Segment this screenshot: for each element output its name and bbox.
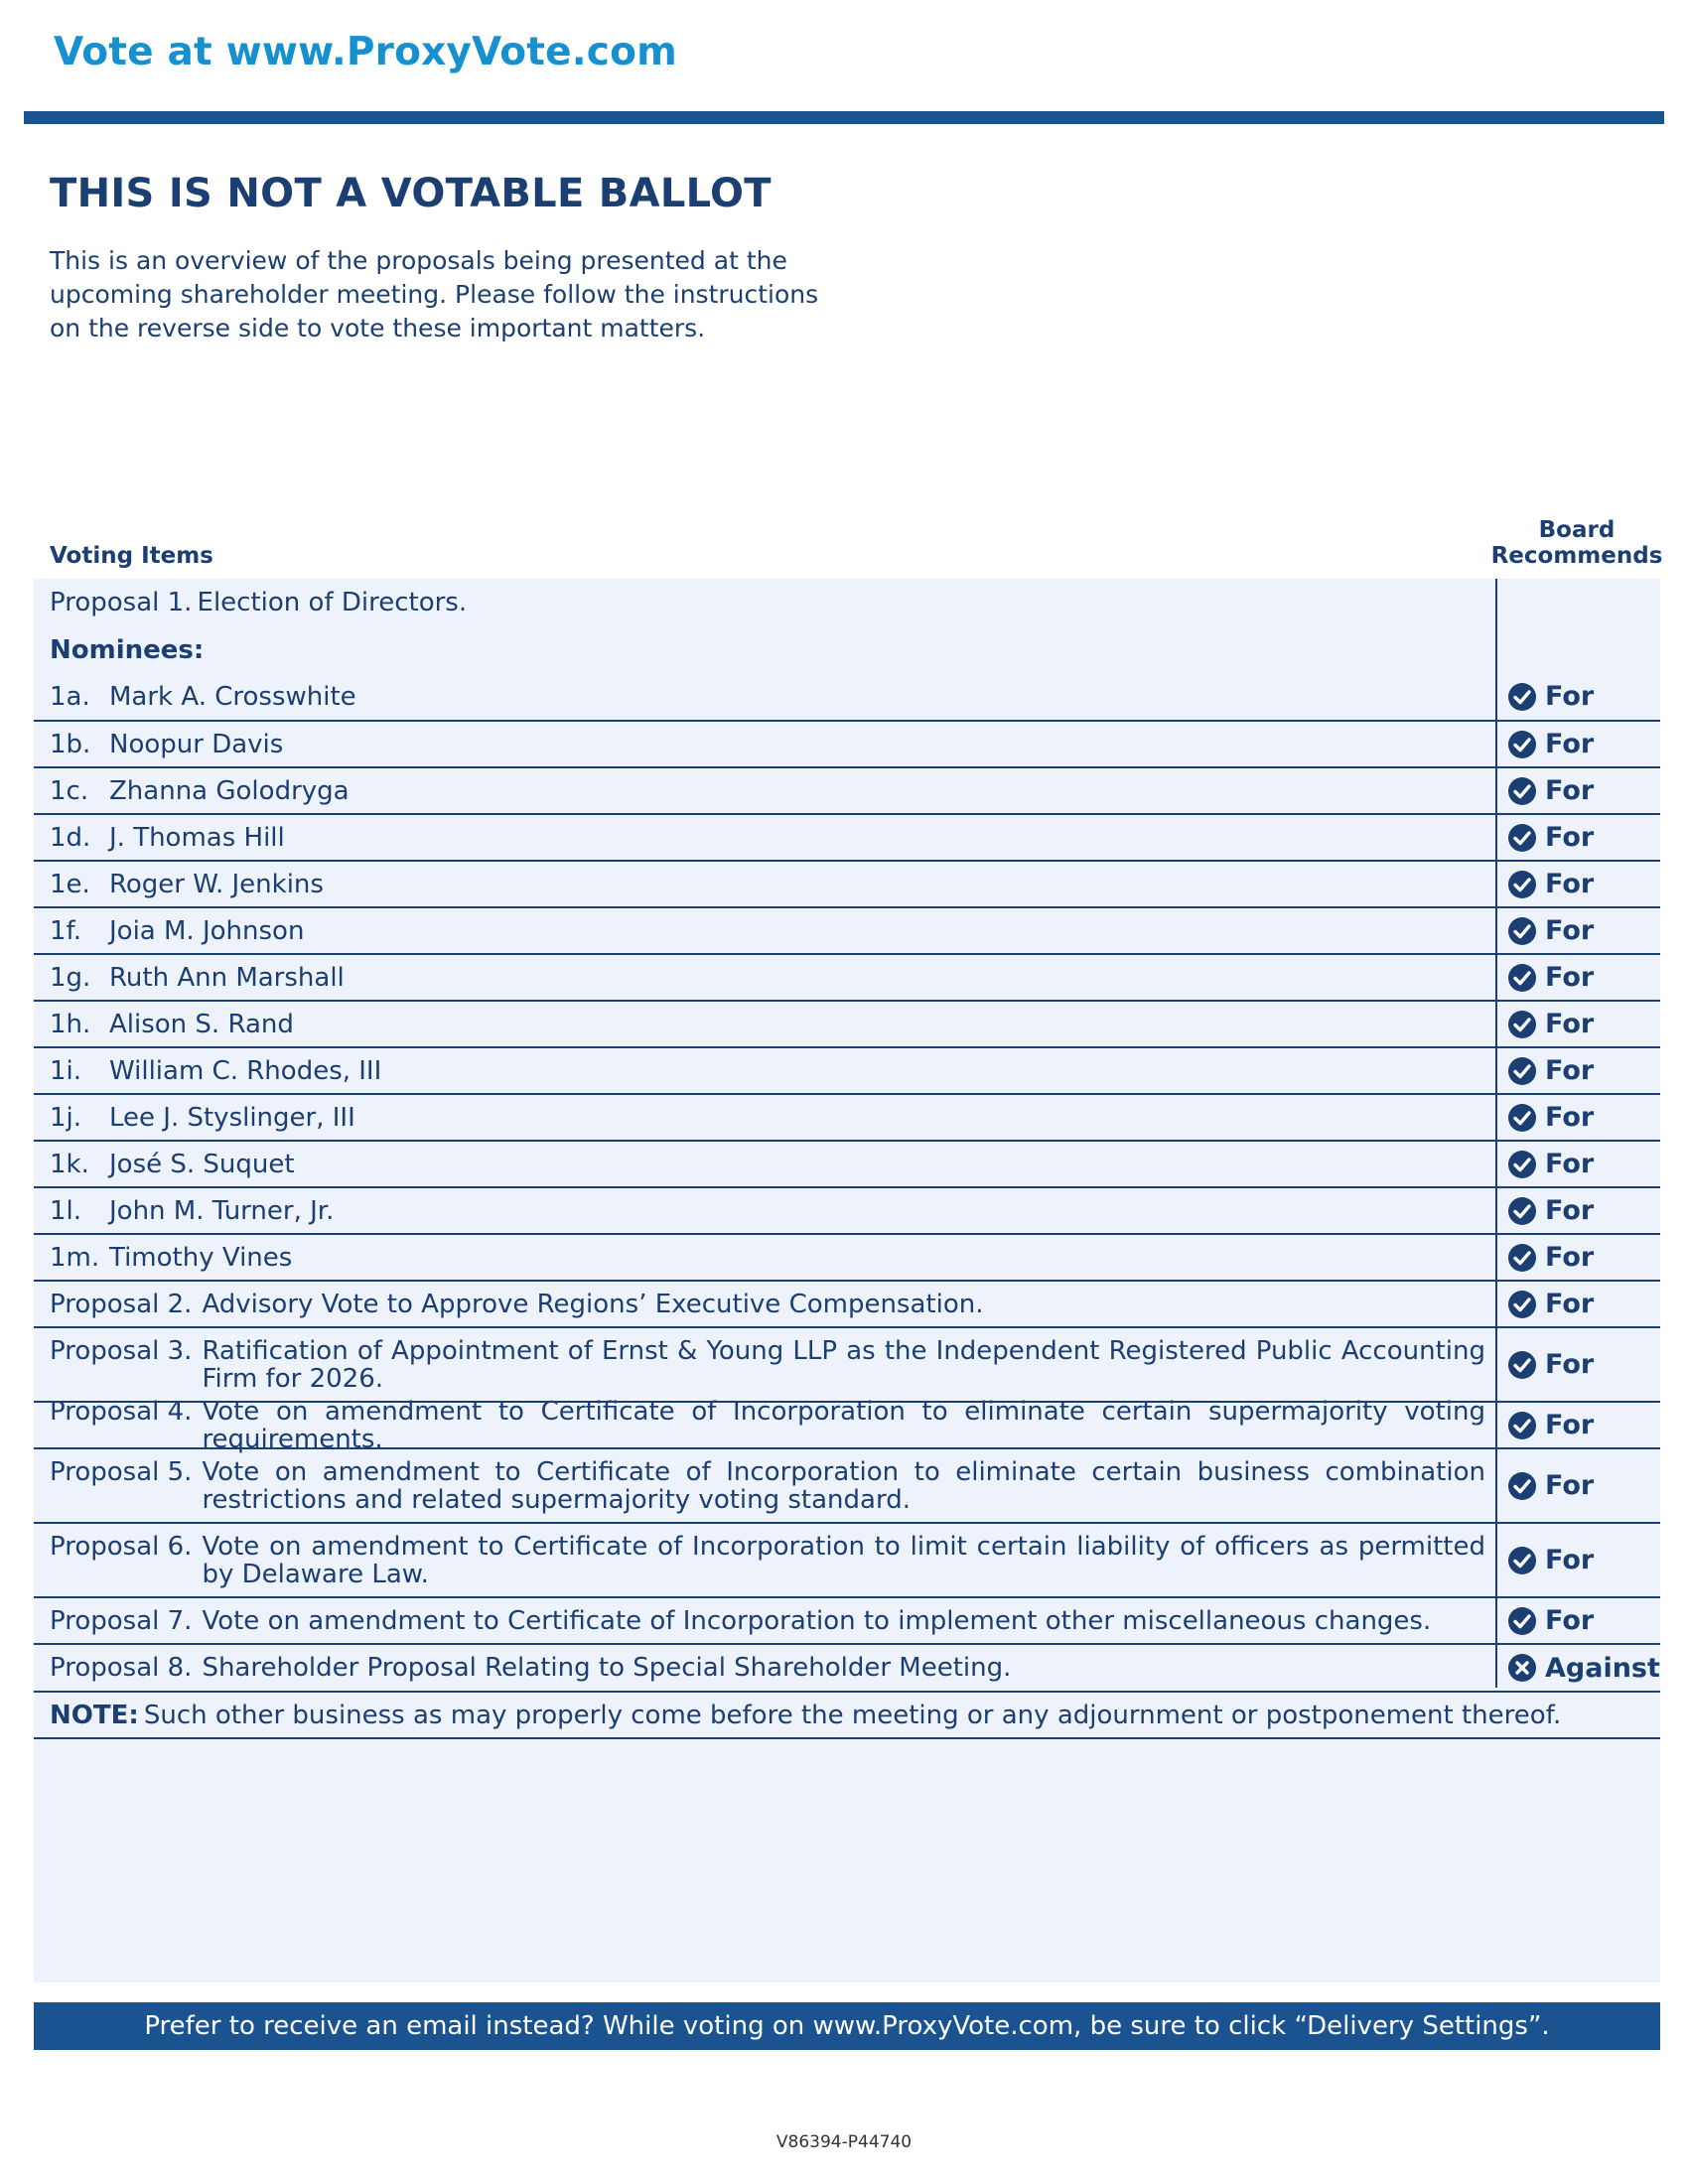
proposal-3-label: Proposal 3. [50, 1335, 193, 1366]
nominee-recommendation-label: For [1545, 915, 1595, 946]
delivery-settings-text: Prefer to receive an email instead? While voting on www.ProxyVote.com, be sure to click “Delivery Settings”. [144, 2011, 1550, 2041]
document-code: V86394-P44740 [775, 2132, 913, 2152]
nominee-recommendation [1497, 1142, 1660, 1186]
check-circle-icon [1507, 682, 1537, 712]
nominee-recommendation-label: For [1545, 681, 1595, 712]
nominee-number: 1e. [50, 869, 90, 899]
proposal-3-recommendation [1497, 1328, 1660, 1401]
proposal-4-recommendation [1497, 1403, 1660, 1447]
proposal-5-label: Proposal 5. [50, 1456, 193, 1487]
nominee-recommendation-label: For [1545, 775, 1595, 806]
nominee-recommendation-label: For [1545, 1009, 1595, 1039]
nominee-recommendation-label: For [1545, 1195, 1595, 1226]
nominee-row [34, 722, 1660, 768]
proposal-4-text: Vote on amendment to Certificate of Incorporation to eliminate certain supermajority voting requirements. [202, 1396, 1485, 1454]
nominee-name: Mark A. Crosswhite [109, 681, 356, 712]
nominee-row [34, 955, 1660, 1002]
nominee-row [34, 908, 1660, 955]
board-recommends-header [1489, 517, 1664, 569]
nominee-number: 1a. [50, 681, 90, 712]
proposal-2-text: Advisory Vote to Approve Regions’ Executive Compensation. [202, 1289, 984, 1319]
proposal-3-recommendation-label: For [1545, 1349, 1595, 1380]
proposal-6-label: Proposal 6. [50, 1531, 193, 1562]
nominee-number: 1m. [50, 1242, 100, 1273]
nominee-recommendation-label: For [1545, 962, 1595, 993]
proposal-2-row [34, 1282, 1660, 1328]
nominee-recommendation [1497, 862, 1660, 906]
note-label: NOTE: [50, 1700, 139, 1730]
nominee-recommendation [1497, 1048, 1660, 1093]
nominee-name: J. Thomas Hill [109, 822, 285, 853]
check-circle-icon [1507, 1010, 1537, 1039]
proposal-6-row [34, 1524, 1660, 1598]
nominee-name: William C. Rhodes, III [109, 1055, 382, 1086]
nominee-number: 1d. [50, 822, 91, 853]
nominee-name: Noopur Davis [109, 729, 284, 759]
proposal-1-row [34, 579, 1660, 626]
check-circle-icon [1507, 963, 1537, 993]
check-circle-icon [1507, 916, 1537, 946]
check-circle-icon [1507, 776, 1537, 806]
check-circle-icon [1507, 1290, 1537, 1319]
proposal-7-recommendation-label: For [1545, 1605, 1595, 1636]
proposal-8-recommendation [1497, 1645, 1660, 1691]
board-recommends-line2: Recommends [1490, 543, 1663, 569]
nominee-number: 1b. [50, 729, 91, 759]
nominees-heading: Nominees: [50, 634, 205, 665]
board-recommends-line1: Board [1538, 517, 1616, 543]
proposal-5-text: Vote on amendment to Certificate of Incorporation to eliminate certain business combination restrictions and related supermajority voting standard. [202, 1456, 1485, 1515]
nominee-recommendation [1497, 1235, 1660, 1280]
nominee-recommendation [1497, 673, 1660, 720]
check-circle-icon [1507, 1546, 1537, 1575]
nominee-recommendation-label: For [1545, 869, 1595, 899]
nominee-name: José S. Suquet [109, 1149, 295, 1179]
proposal-4-label: Proposal 4. [50, 1396, 193, 1427]
nominee-name: Timothy Vines [109, 1242, 293, 1273]
nominee-recommendation [1497, 722, 1660, 766]
nominee-row [34, 1235, 1660, 1282]
header-rule [24, 111, 1664, 124]
note-text: Such other business as may properly come before the meeting or any adjournment or postponement thereof. [143, 1700, 1562, 1730]
check-circle-icon [1507, 823, 1537, 853]
check-circle-icon [1507, 1350, 1537, 1380]
nominee-name: Alison S. Rand [109, 1009, 294, 1039]
check-circle-icon [1507, 1196, 1537, 1226]
proposal-1-text: Election of Directors. [197, 588, 468, 617]
nominee-row [34, 1188, 1660, 1235]
proposal-6-recommendation-label: For [1545, 1545, 1595, 1575]
nominee-row [34, 1002, 1660, 1048]
proposal-2-recommendation [1497, 1282, 1660, 1326]
nominee-recommendation [1497, 1002, 1660, 1046]
nominee-recommendation [1497, 1188, 1660, 1233]
proxyvote-header-link[interactable]: Vote at www.ProxyVote.com [54, 30, 677, 74]
proposal-1-label: Proposal 1. [50, 588, 193, 617]
check-circle-icon [1507, 1056, 1537, 1086]
check-circle-icon [1507, 1243, 1537, 1273]
nominee-name: Zhanna Golodryga [109, 775, 350, 806]
voting-items-table [34, 579, 1660, 1739]
check-circle-icon [1507, 870, 1537, 899]
intro-text: This is an overview of the proposals being presented at the upcoming shareholder meeting. Please follow the instructions on the reverse side to vote these important matters. [50, 246, 819, 342]
nominee-number: 1j. [50, 1102, 82, 1133]
nominee-row [34, 1048, 1660, 1095]
proposal-7-row [34, 1598, 1660, 1645]
nominee-number: 1f. [50, 915, 82, 946]
nominee-number: 1g. [50, 962, 91, 993]
nominee-recommendation [1497, 768, 1660, 813]
proposal-4-row [34, 1396, 1660, 1454]
nominee-recommendation [1497, 1095, 1660, 1140]
proposal-3-text: Ratification of Appointment of Ernst & Young LLP as the Independent Registered Public Accounting Firm for 2026. [202, 1335, 1485, 1394]
nominee-name: John M. Turner, Jr. [109, 1195, 335, 1226]
nominee-row [34, 673, 1660, 722]
nominee-recommendation [1497, 815, 1660, 860]
nominee-recommendation-label: For [1545, 1055, 1595, 1086]
nominee-number: 1h. [50, 1009, 91, 1039]
proposal-6-text: Vote on amendment to Certificate of Incorporation to limit certain liability of officers as permitted by Delaware Law. [202, 1531, 1485, 1589]
proposal-4-recommendation-label: For [1545, 1410, 1595, 1440]
nominee-row [34, 815, 1660, 862]
page-title: THIS IS NOT A VOTABLE BALLOT [50, 171, 772, 216]
proposal-2-recommendation-label: For [1545, 1289, 1595, 1319]
check-circle-icon [1507, 1606, 1537, 1636]
nominee-name: Ruth Ann Marshall [109, 962, 345, 993]
proposal-5-row [34, 1449, 1660, 1524]
proposal-7-label: Proposal 7. [50, 1605, 193, 1636]
proposal-5-recommendation [1497, 1449, 1660, 1522]
nominee-recommendation-label: For [1545, 822, 1595, 853]
proposal-3-row [34, 1328, 1660, 1403]
proposal-8-label: Proposal 8. [50, 1653, 193, 1683]
nominee-row [34, 862, 1660, 908]
nominee-row [34, 1142, 1660, 1188]
voting-items-header: Voting Items [50, 543, 213, 569]
nominee-row [34, 768, 1660, 815]
nominee-name: Lee J. Styslinger, III [109, 1102, 355, 1133]
nominee-name: Roger W. Jenkins [109, 869, 324, 899]
proposal-8-text: Shareholder Proposal Relating to Special Shareholder Meeting. [202, 1653, 1012, 1683]
nominee-recommendation-label: For [1545, 1102, 1595, 1133]
nominee-recommendation [1497, 955, 1660, 1000]
note-row [34, 1693, 1660, 1739]
proposal-8-row [34, 1645, 1660, 1693]
proposal-7-recommendation [1497, 1598, 1660, 1643]
nominee-recommendation-label: For [1545, 1149, 1595, 1179]
nominee-number: 1k. [50, 1149, 89, 1179]
nominees-heading-row [34, 626, 1660, 673]
nominee-number: 1c. [50, 775, 89, 806]
nominee-number: 1i. [50, 1055, 82, 1086]
nominee-name: Joia M. Johnson [109, 915, 305, 946]
delivery-settings-banner [34, 2002, 1660, 2050]
check-circle-icon [1507, 730, 1537, 759]
proposal-5-recommendation-label: For [1545, 1470, 1595, 1501]
proposal-2-label: Proposal 2. [50, 1289, 193, 1319]
check-circle-icon [1507, 1411, 1537, 1440]
x-circle-icon [1507, 1653, 1537, 1683]
check-circle-icon [1507, 1150, 1537, 1179]
nominee-row [34, 1095, 1660, 1142]
check-circle-icon [1507, 1103, 1537, 1133]
proposal-7-text: Vote on amendment to Certificate of Incorporation to implement other miscellaneous changes. [202, 1605, 1432, 1636]
nominee-recommendation [1497, 908, 1660, 953]
proposal-8-recommendation-label: Against [1545, 1652, 1660, 1684]
proposal-6-recommendation [1497, 1524, 1660, 1596]
check-circle-icon [1507, 1471, 1537, 1501]
nominee-number: 1l. [50, 1195, 82, 1226]
nominee-recommendation-label: For [1545, 1242, 1595, 1273]
nominee-recommendation-label: For [1545, 729, 1595, 759]
